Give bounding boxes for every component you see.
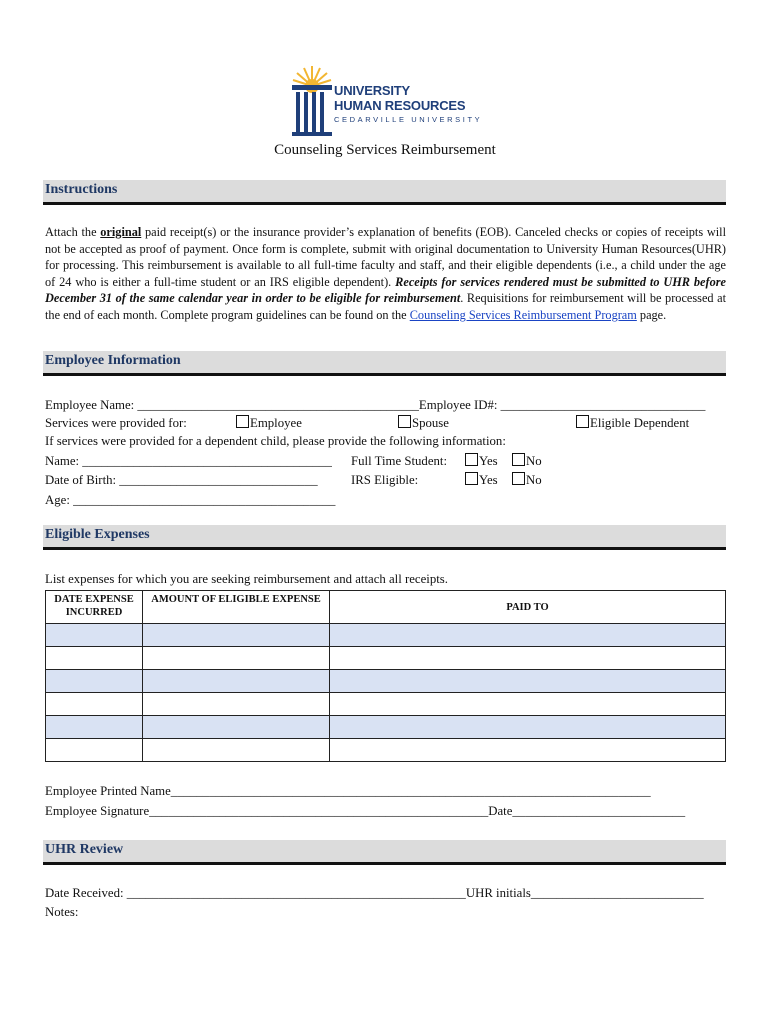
dependent-checkbox[interactable] <box>576 415 589 428</box>
expenses-header-row <box>46 591 726 624</box>
instructions-heading: Instructions <box>45 182 118 197</box>
expense-amount-cell[interactable] <box>143 716 330 739</box>
expense-amount-cell[interactable] <box>143 624 330 647</box>
full-time-yes-checkbox[interactable] <box>465 453 478 466</box>
expense-row <box>46 716 726 739</box>
instructions-section-header <box>43 180 726 205</box>
column-sunburst-icon <box>290 64 334 138</box>
expense-date-cell[interactable] <box>46 739 143 762</box>
header-paid-to: PAID TO <box>330 591 726 624</box>
option-eligible-dependent[interactable] <box>576 415 689 431</box>
expense-amount-cell[interactable] <box>143 739 330 762</box>
services-provided-label: Services were provided for: <box>45 416 187 430</box>
printed-name-field[interactable]: Employee Printed Name___________________________________________________________________________ <box>45 784 651 798</box>
dependent-note: If services were provided for a dependent child, please provide the following information: <box>45 434 506 448</box>
full-time-yes-label: Yes <box>479 454 498 468</box>
irs-no-checkbox[interactable] <box>512 472 525 485</box>
review-section-header <box>43 840 726 865</box>
employee-section-header <box>43 351 726 376</box>
spouse-option-label: Spouse <box>412 416 449 430</box>
expense-date-cell[interactable] <box>46 670 143 693</box>
irs-no-label: No <box>526 473 542 487</box>
irs-yes[interactable] <box>465 472 498 488</box>
expenses-intro: List expenses for which you are seeking reimbursement and attach all receipts. <box>45 572 448 586</box>
irs-eligible-label: IRS Eligible: <box>351 473 419 487</box>
expense-row <box>46 670 726 693</box>
logo-line-2: HUMAN RESOURCES <box>334 98 466 113</box>
logo-wordmark <box>334 84 482 124</box>
expense-paid-to-cell[interactable] <box>330 693 726 716</box>
option-employee[interactable] <box>236 415 302 431</box>
expense-paid-to-cell[interactable] <box>330 624 726 647</box>
deadline-emphasis: Receipts for services rendered must be submitted to UHR before December 31 of the same calendar year in order to be eligible for reimbursement <box>45 274 727 306</box>
document-title: Counseling Services Reimbursement <box>274 142 496 158</box>
expense-amount-cell[interactable] <box>143 670 330 693</box>
irs-yes-label: Yes <box>479 473 498 487</box>
instructions-text <box>45 224 726 324</box>
expenses-body <box>46 624 726 762</box>
signature-date-field[interactable]: Employee Signature_____________________________________________________Date___________________________ <box>45 804 686 818</box>
full-time-yes[interactable] <box>465 453 498 469</box>
instructions-part-3: . Requisitions for reimbursement will be processed at the end of each month. Complete program guidelines can be found on the <box>45 291 726 322</box>
full-time-student-label: Full Time Student: <box>351 454 448 468</box>
full-time-no-label: No <box>526 454 542 468</box>
full-time-no[interactable] <box>512 453 542 469</box>
header-date-incurred: DATE EXPENSE INCURRED <box>46 591 143 624</box>
expense-date-cell[interactable] <box>46 647 143 670</box>
full-time-no-checkbox[interactable] <box>512 453 525 466</box>
uhr-logo <box>290 64 483 138</box>
logo-line-1: UNIVERSITY <box>334 83 411 98</box>
expense-paid-to-cell[interactable] <box>330 716 726 739</box>
expense-paid-to-cell[interactable] <box>330 670 726 693</box>
instructions-part-2: paid receipt(s) or the insurance provider’s explanation of benefits (EOB). Canceled checks or copies of receipts will not be accepted as proof of payment. Once form is complete, submit with original documentation to University Human Resources(UHR) for processing. This reimbursement is available to all full-time faculty and staff, and their eligible dependents (i.e., a child under the age of 24 who is either a full-time student or an IRS eligible dependent). <box>45 225 726 289</box>
review-heading: UHR Review <box>45 842 124 857</box>
spouse-checkbox[interactable] <box>398 415 411 428</box>
age-field[interactable]: Age: _________________________________________ <box>45 493 336 507</box>
program-link[interactable]: Counseling Services Reimbursement Program <box>409 307 637 322</box>
expense-paid-to-cell[interactable] <box>330 739 726 762</box>
expenses-section-header <box>43 525 726 550</box>
option-spouse[interactable] <box>398 415 449 431</box>
expense-date-cell[interactable] <box>46 716 143 739</box>
employee-option-label: Employee <box>250 416 302 430</box>
notes-label: Notes: <box>45 905 79 919</box>
irs-yes-checkbox[interactable] <box>465 472 478 485</box>
date-received-field[interactable]: Date Received: _____________________________________________________UHR initials___________________________ <box>45 886 704 900</box>
employee-heading: Employee Information <box>45 353 181 368</box>
instructions-part-1: Attach the <box>45 225 101 239</box>
expense-date-cell[interactable] <box>46 624 143 647</box>
employee-checkbox[interactable] <box>236 415 249 428</box>
expense-amount-cell[interactable] <box>143 693 330 716</box>
expense-date-cell[interactable] <box>46 693 143 716</box>
expense-row <box>46 739 726 762</box>
expense-row <box>46 693 726 716</box>
header-amount: AMOUNT OF ELIGIBLE EXPENSE <box>143 591 330 624</box>
expenses-table <box>45 590 726 762</box>
dependent-name-field[interactable]: Name: _______________________________________ <box>45 454 332 468</box>
logo-line-3: CEDARVILLE UNIVERSITY <box>334 115 483 124</box>
irs-no[interactable] <box>512 472 542 488</box>
employee-name-id-field[interactable]: Employee Name: ____________________________________________Employee ID#: ________________________________ <box>45 398 706 412</box>
dependent-option-label: Eligible Dependent <box>590 416 690 430</box>
original-emphasis: original <box>100 225 142 239</box>
date-of-birth-field[interactable]: Date of Birth: _______________________________ <box>45 473 318 487</box>
expense-row <box>46 647 726 670</box>
instructions-part-4: page. <box>636 307 667 322</box>
expense-paid-to-cell[interactable] <box>330 647 726 670</box>
expense-row <box>46 624 726 647</box>
expense-amount-cell[interactable] <box>143 647 330 670</box>
expenses-heading: Eligible Expenses <box>45 527 150 542</box>
